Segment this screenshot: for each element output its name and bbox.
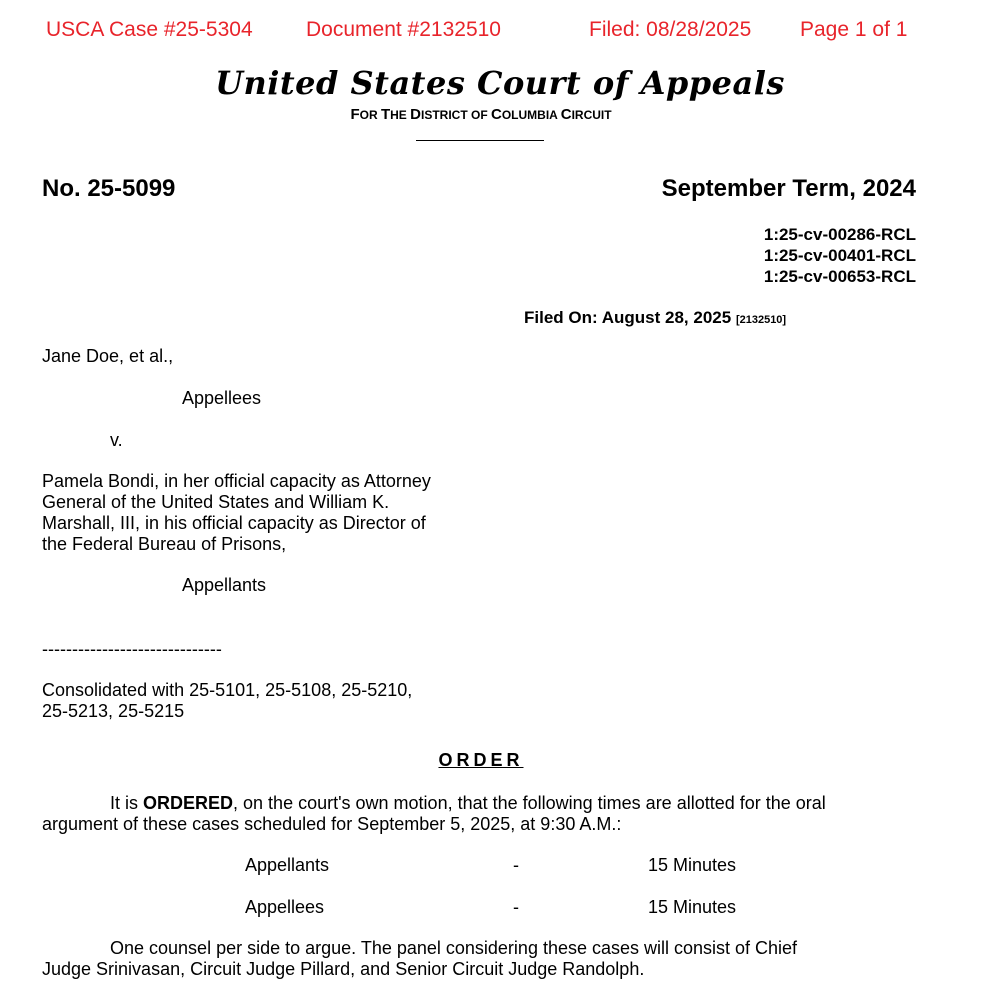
court-subtitle-cap: C (560, 106, 572, 123)
time-dash: - (513, 855, 519, 875)
stamp-document-number: Document #2132510 (306, 18, 501, 41)
filed-on-doc-ref: [2132510] (735, 314, 787, 326)
term: September Term, 2024 (661, 175, 916, 202)
consolidated-line: Consolidated with 25-5101, 25-5108, 25-5210, (42, 680, 413, 700)
order-paragraph-2: One counsel per side to argue. The panel considering these cases will consist of Chief (110, 938, 798, 958)
header-rule (416, 140, 544, 141)
court-subtitle-text: OR (359, 108, 381, 122)
stamp-case-number: USCA Case #25-5304 (46, 18, 253, 41)
time-party: Appellees (245, 897, 325, 917)
court-subtitle-cap: C (490, 106, 502, 123)
order-heading: ORDER (438, 750, 524, 770)
court-subtitle-cap: D (410, 106, 421, 123)
filed-on (524, 308, 786, 328)
defendants-role: Appellants (182, 575, 267, 595)
defendants-line: General of the United States and William K. (42, 492, 390, 512)
docket-number: 1:25-cv-00286-RCL (763, 225, 916, 244)
separator: ------------------------------ (42, 639, 222, 659)
time-dash: - (513, 897, 519, 917)
time-party: Appellants (245, 855, 330, 875)
time-allotted: 15 Minutes (648, 855, 737, 875)
stamp-filed-date: Filed: 08/28/2025 (589, 18, 752, 41)
case-number: No. 25-5099 (42, 175, 176, 202)
court-subtitle-text: ISTRICT OF (420, 108, 491, 122)
docket-number: 1:25-cv-00653-RCL (763, 267, 916, 286)
stamp-page-number: Page 1 of 1 (800, 18, 908, 41)
order-paragraph-2-line-2: Judge Srinivasan, Circuit Judge Pillard, and Senior Circuit Judge Randolph. (42, 959, 645, 979)
order-text: , on the court's own motion, that the following times are allotted for the oral (233, 793, 826, 813)
order-paragraph-1 (110, 793, 826, 814)
court-subtitle-cap: F (350, 106, 360, 123)
defendants-line: Marshall, III, in his official capacity as Director of (42, 513, 426, 533)
plaintiffs-role: Appellees (182, 388, 262, 408)
order-text: It is (110, 793, 144, 813)
court-subtitle-cap: T (380, 106, 391, 123)
order-ordered: ORDERED (143, 793, 234, 813)
court-subtitle-text: IRCUIT (571, 108, 612, 122)
consolidated-line: 25-5213, 25-5215 (42, 701, 185, 721)
time-allotted: 15 Minutes (648, 897, 737, 917)
filed-on-label: Filed On: August 28, 2025 (524, 308, 732, 327)
court-subtitle (0, 106, 962, 123)
court-subtitle-text: HE (390, 108, 411, 122)
order-paragraph-1-line-2: argument of these cases scheduled for September 5, 2025, at 9:30 A.M.: (42, 814, 622, 834)
docket-number: 1:25-cv-00401-RCL (763, 246, 916, 265)
versus: v. (110, 430, 123, 450)
plaintiffs: Jane Doe, et al., (42, 346, 174, 366)
court-subtitle-text: OLUMBIA (501, 108, 561, 122)
court-name: United States Court of Appeals (215, 64, 785, 102)
defendants-line: Pamela Bondi, in her official capacity as Attorney (42, 471, 431, 491)
defendants-line: the Federal Bureau of Prisons, (42, 534, 287, 554)
